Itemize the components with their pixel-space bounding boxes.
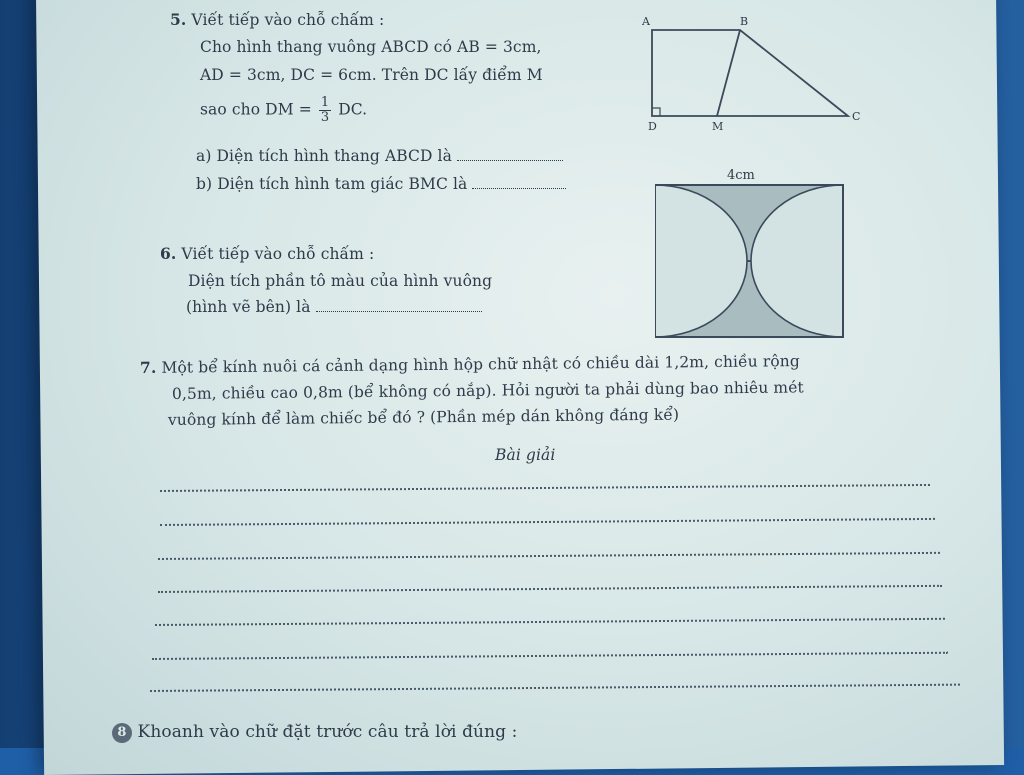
trapezoid-abcd	[652, 30, 848, 116]
segment-bm	[717, 30, 740, 116]
label-b: B	[740, 15, 749, 28]
side-length-label: 4cm	[727, 168, 755, 183]
label-d: D	[648, 120, 657, 133]
q5-line1: Cho hình thang vuông ABCD có AB = 3cm,	[200, 38, 542, 56]
q7-line3: vuông kính để làm chiếc bể đó ? (Phần mép dán không đáng kể)	[167, 405, 680, 429]
q5-header	[170, 10, 384, 29]
q6-line1: Diện tích phần tô màu của hình vuông	[188, 272, 493, 290]
q6-line2	[186, 298, 482, 316]
q5-answer-a-blank[interactable]	[457, 148, 563, 161]
q7-line1-text: Một bể kính nuôi cá cảnh dạng hình hộp chữ nhật có chiều dài 1,2m, chiều rộng	[161, 352, 800, 377]
q6-number: 6.	[160, 244, 177, 263]
q8-line	[112, 722, 517, 743]
solution-heading: Bài giải	[495, 446, 556, 464]
q6-line2-text: (hình vẽ bên) là	[186, 298, 311, 316]
q6-heading: Viết tiếp vào chỗ chấm :	[181, 245, 375, 263]
q5-line3	[200, 96, 367, 125]
q5-heading: Viết tiếp vào chỗ chấm :	[191, 11, 385, 29]
q5-item-b	[196, 175, 566, 193]
q5-fraction-numerator: 1	[320, 95, 330, 110]
q5-answer-b-blank[interactable]	[472, 176, 566, 189]
q6-answer-blank[interactable]	[316, 299, 482, 312]
q7-line2: 0,5m, chiều cao 0,8m (bể không có nắp). Hỏi người ta phải dùng bao nhiêu mét	[171, 378, 804, 403]
q5-fraction-denominator: 3	[320, 110, 330, 125]
q5-item-a	[196, 147, 563, 165]
q7-number: 7.	[139, 357, 157, 377]
q5-line3-after: DC.	[338, 100, 368, 119]
trapezoid-figure	[640, 10, 875, 135]
q5-number: 5.	[170, 10, 187, 29]
square-arcs-figure	[655, 165, 855, 345]
label-m: M	[712, 120, 724, 133]
right-angle-mark	[652, 108, 660, 116]
q8-text: Khoanh vào chữ đặt trước câu trả lời đúng :	[137, 722, 518, 742]
q5-fraction	[319, 96, 331, 125]
q5-item-b-text: b) Diện tích hình tam giác BMC là	[196, 175, 468, 193]
q6-header	[160, 244, 374, 263]
q5-line3-before: sao cho DM =	[200, 100, 312, 119]
q8-number-badge: 8	[112, 723, 132, 743]
q5-line2: AD = 3cm, DC = 6cm. Trên DC lấy điểm M	[200, 66, 543, 84]
label-a: A	[642, 15, 650, 28]
q5-item-a-text: a) Diện tích hình thang ABCD là	[196, 147, 452, 165]
label-c: C	[852, 110, 861, 123]
